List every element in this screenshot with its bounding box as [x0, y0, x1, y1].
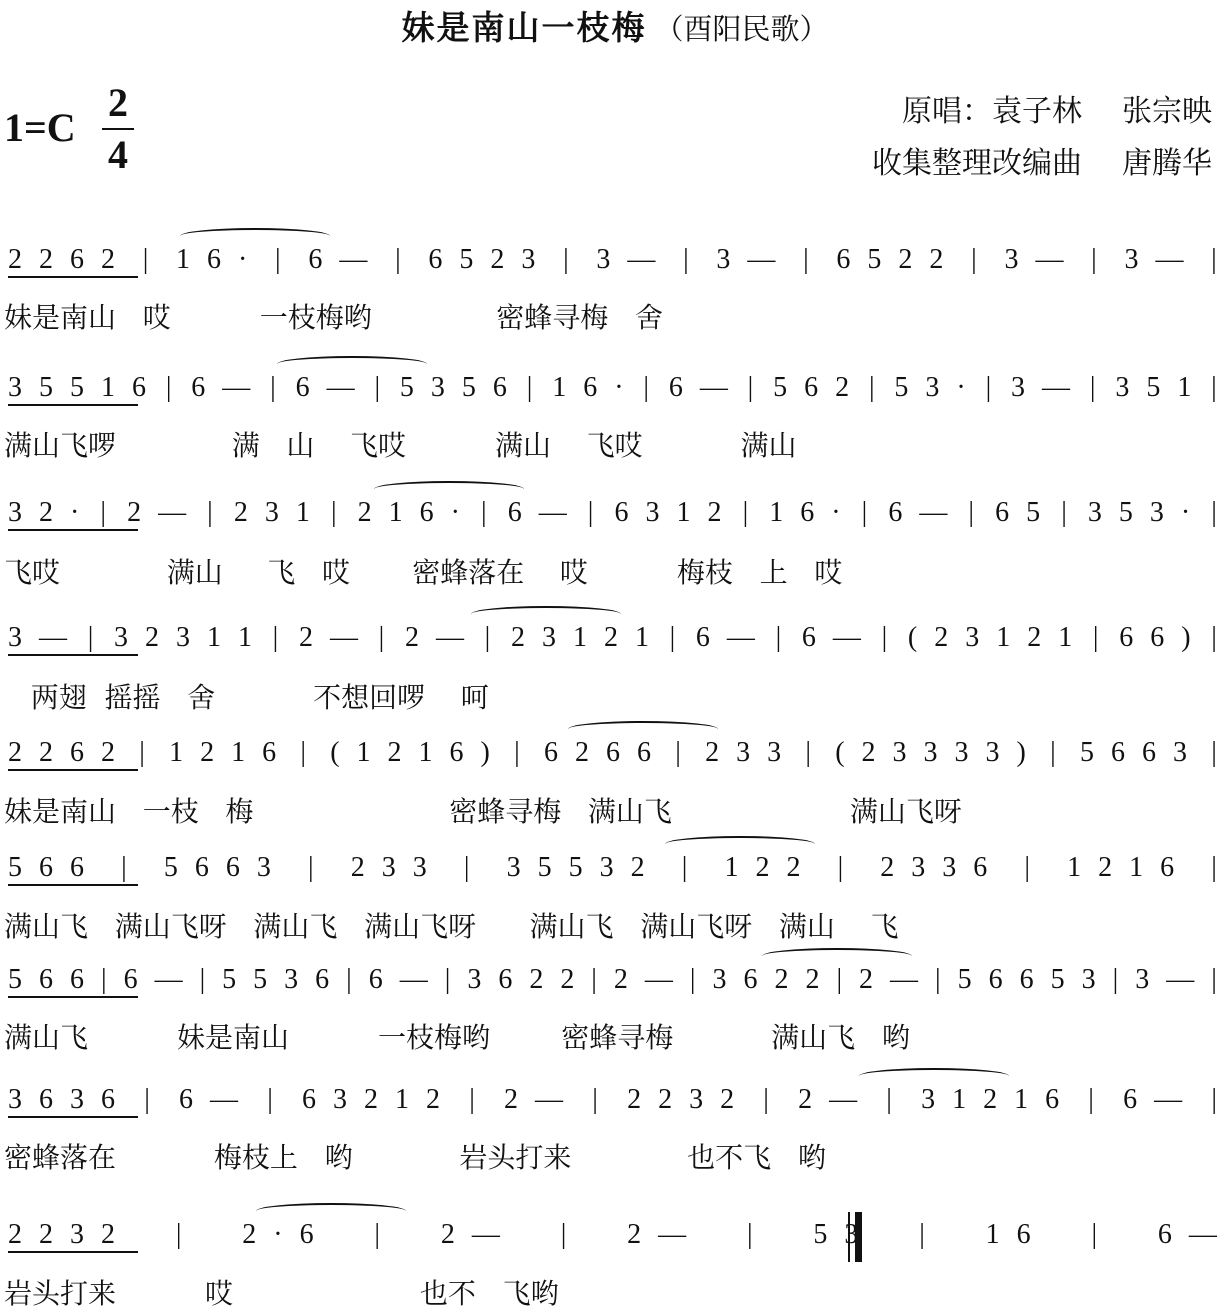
measure: 3 2 3 1 1 [113, 622, 257, 653]
measure: 1 6 [985, 1219, 1036, 1250]
barline: | [836, 964, 848, 995]
measure: 6 3 1 2 [614, 497, 727, 528]
barline: | [267, 1084, 278, 1115]
measure: 3 5 1 [1115, 372, 1197, 403]
barline: | [935, 964, 946, 995]
measure: 6 — [179, 1084, 244, 1115]
measure: 5 6 6 [8, 852, 89, 883]
notation-line [8, 1215, 1222, 1255]
measure: 6 — [123, 964, 188, 995]
barline: | [1211, 737, 1222, 768]
barline: | [346, 964, 357, 995]
barline: | [775, 622, 787, 653]
measure: 2 3 3 [350, 852, 432, 883]
measure: 6 — [507, 497, 572, 528]
measure: 2 3 3 6 [880, 852, 993, 883]
barline: | [307, 852, 319, 883]
barline: | [1211, 372, 1222, 403]
duration-underline [8, 529, 138, 531]
notation-line [8, 618, 1222, 658]
slur [665, 836, 815, 852]
barline: | [1211, 1084, 1222, 1115]
measure: 6 — [801, 622, 866, 653]
lyric-line: 密蜂落在 梅枝上 哟 岩头打来 也不飞 哟 [4, 1141, 826, 1174]
measure: 2 2 3 2 [8, 1219, 120, 1250]
measure: 5 6 2 [773, 372, 855, 403]
barline: | [560, 1219, 572, 1250]
barline: | [484, 622, 496, 653]
barline: | [1211, 852, 1222, 883]
song-subtitle: （酉阳民歌） [654, 12, 829, 46]
lyric-line: 满山飞 满山飞呀 满山飞 满山飞呀 满山飞 满山飞呀 满山 飞 [4, 910, 899, 943]
measure: 6 — [1157, 1219, 1222, 1250]
barline: | [868, 372, 880, 403]
barline: | [378, 622, 390, 653]
notation-line [8, 848, 1222, 888]
barline: | [514, 737, 525, 768]
barline: | [1091, 244, 1102, 275]
arranger-name: 唐腾华 [1122, 146, 1212, 181]
barline: | [886, 1084, 897, 1115]
barline: | [803, 244, 814, 275]
measure: 6 — [1123, 1084, 1188, 1115]
measure: 3 6 2 2 [467, 964, 580, 995]
barline: | [444, 964, 456, 995]
measure: 2 3 3 [705, 737, 787, 768]
barline: | [165, 372, 177, 403]
barline: | [275, 244, 286, 275]
duration-underline [8, 769, 138, 771]
measure: 2 · 6 [242, 1219, 319, 1250]
barline: | [587, 497, 599, 528]
barline: | [395, 244, 406, 275]
barline: | [683, 244, 694, 275]
arranger-label: 收集整理改编曲 [872, 146, 1082, 181]
measure: 3 — [1124, 244, 1189, 275]
measure: 5 6 6 [8, 964, 89, 995]
barline: | [1211, 622, 1222, 653]
slur [180, 228, 330, 244]
barline: | [985, 372, 997, 403]
notation-line [8, 960, 1222, 1000]
barline: | [681, 852, 693, 883]
measure: 3 5 5 1 6 [8, 372, 151, 403]
barline: | [374, 372, 386, 403]
barline: | [139, 737, 150, 768]
measure: 5 5 3 6 [222, 964, 335, 995]
barline: | [1211, 497, 1222, 528]
measure: 3 — [596, 244, 661, 275]
measure: 1 2 1 6 [169, 737, 282, 768]
measure: 3 5 3 · [1087, 497, 1196, 528]
measure: 6 5 [995, 497, 1046, 528]
measure: 5 6 6 3 [163, 852, 276, 883]
barline: | [272, 622, 284, 653]
barline: | [526, 372, 538, 403]
measure: 5 3 [813, 1219, 864, 1250]
measure: 2 1 6 · [357, 497, 465, 528]
barline: | [837, 852, 849, 883]
barline: | [300, 737, 311, 768]
barline: | [100, 964, 112, 995]
lyric-line: 两翅 摇摇 舍 不想回啰 呵 [4, 681, 489, 714]
barline: | [463, 852, 475, 883]
barline: | [142, 244, 154, 275]
measure: 6 — [308, 244, 373, 275]
notation-line [8, 368, 1222, 408]
barline: | [746, 1219, 758, 1250]
barline: | [919, 1219, 930, 1250]
lyric-line: 岩头打来 哎 也不 飞哟 [4, 1277, 559, 1310]
measure: 2 2 6 2 [8, 244, 120, 275]
measure: 3 1 2 1 6 [921, 1084, 1065, 1115]
barline: | [881, 622, 893, 653]
time-numerator: 2 [108, 80, 128, 125]
measure: 3 — [716, 244, 781, 275]
barline: | [592, 1084, 603, 1115]
measure: 1 6 · [552, 372, 629, 403]
measure: 6 — [668, 372, 733, 403]
measure: 3 — [1011, 372, 1076, 403]
measure: 6 — [695, 622, 760, 653]
duration-underline [8, 996, 138, 998]
barline: | [175, 1219, 187, 1250]
notation-line [8, 1080, 1222, 1120]
notation-line [8, 733, 1222, 773]
barline: | [747, 372, 759, 403]
lyric-line: 妹是南山 哎 一枝梅哟 密蜂寻梅 舍 [4, 301, 664, 334]
barline: | [270, 372, 281, 403]
duration-underline [8, 1116, 138, 1118]
measure: 2 — [859, 964, 924, 995]
measure: 2 — [127, 497, 192, 528]
slur [277, 356, 427, 372]
measure: 2 — [798, 1084, 863, 1115]
barline: | [1211, 244, 1222, 275]
final-barline [848, 1212, 862, 1262]
barline: | [100, 497, 112, 528]
barline: | [469, 1084, 480, 1115]
measure: 2 — [404, 622, 469, 653]
measure: 6 5 2 3 [428, 244, 541, 275]
barline: | [591, 964, 602, 995]
notation-line [8, 240, 1222, 280]
duration-underline [8, 1251, 138, 1253]
measure: 6 2 6 6 [543, 737, 656, 768]
barline: | [144, 1084, 155, 1115]
lyric-line: 飞哎 满山 飞 哎 密蜂落在 哎 梅枝 上 哎 [4, 556, 843, 589]
barline: | [805, 737, 816, 768]
barline: | [643, 372, 654, 403]
barline: | [199, 964, 211, 995]
barline: | [1050, 737, 1061, 768]
barline: | [742, 497, 754, 528]
measure: 6 — [888, 497, 953, 528]
measure: 5 3 5 6 [399, 372, 512, 403]
slur [471, 606, 621, 622]
slur [859, 1068, 1009, 1084]
key-label: 1=C [4, 105, 76, 150]
barline: | [330, 497, 342, 528]
slur [568, 721, 718, 737]
measure: 1 6 · [769, 497, 846, 528]
barline: | [968, 497, 980, 528]
barline: | [669, 622, 681, 653]
barline: | [1211, 964, 1222, 995]
measure: 5 6 6 3 [1079, 737, 1192, 768]
barline: | [563, 244, 574, 275]
singers-label: 原唱：袁子林 [902, 94, 1082, 129]
barline: | [1091, 1219, 1103, 1250]
barline: | [1092, 622, 1104, 653]
measure: 2 3 1 [233, 497, 315, 528]
measure: 6 6 ) [1119, 622, 1196, 653]
barline: | [763, 1084, 774, 1115]
barline: | [1024, 852, 1036, 883]
notation-line [8, 493, 1222, 533]
slur [374, 481, 524, 497]
measure: 3 — [1004, 244, 1069, 275]
measure: 6 5 2 2 [836, 244, 949, 275]
measure: 1 6 · [176, 244, 253, 275]
duration-underline [8, 404, 138, 406]
measure: 2 2 6 2 [8, 737, 120, 768]
measure: 2 — [627, 1219, 692, 1250]
measure: 6 — [191, 372, 256, 403]
measure: 3 6 2 2 [712, 964, 825, 995]
measure: 6 — [368, 964, 433, 995]
barline: | [1112, 964, 1124, 995]
measure: ( 2 3 1 2 1 [907, 622, 1078, 653]
singers-second: 张宗映 [1122, 94, 1212, 129]
barline: | [861, 497, 873, 528]
lyric-line: 满山飞啰 满 山 飞哎 满山 飞哎 满山 [4, 429, 797, 462]
time-denominator: 4 [108, 132, 128, 177]
measure: 2 2 3 2 [627, 1084, 740, 1115]
measure: 2 — [440, 1219, 505, 1250]
measure: 3 — [8, 622, 72, 653]
measure: 3 — [1135, 964, 1200, 995]
measure: 3 2 · [8, 497, 85, 528]
measure: 6 — [295, 372, 360, 403]
measure: 2 — [613, 964, 678, 995]
measure: 2 — [298, 622, 363, 653]
measure: 1 2 2 [724, 852, 806, 883]
barline: | [1061, 497, 1072, 528]
barline: | [689, 964, 701, 995]
lyric-line: 妹是南山 一枝 梅 密蜂寻梅 满山飞 满山飞呀 [4, 795, 962, 828]
lyric-line: 满山飞 妹是南山 一枝梅哟 密蜂寻梅 满山飞 哟 [4, 1021, 910, 1054]
barline: | [481, 497, 492, 528]
measure: ( 2 3 3 3 3 ) [835, 737, 1031, 768]
duration-underline [8, 884, 138, 886]
measure: 5 6 6 5 3 [957, 964, 1101, 995]
measure: 6 3 2 1 2 [302, 1084, 446, 1115]
barline: | [374, 1219, 386, 1250]
measure: 2 — [504, 1084, 569, 1115]
slur [762, 948, 912, 964]
duration-underline [8, 654, 138, 656]
measure: ( 1 2 1 6 ) [330, 737, 495, 768]
barline: | [207, 497, 218, 528]
barline: | [87, 622, 99, 653]
measure: 2 3 1 2 1 [510, 622, 654, 653]
barline: | [675, 737, 686, 768]
barline: | [1088, 1084, 1099, 1115]
barline: | [1089, 372, 1101, 403]
barline: | [971, 244, 982, 275]
measure: 3 6 3 6 [8, 1084, 120, 1115]
slur [256, 1203, 406, 1219]
measure: 3 5 5 3 2 [506, 852, 650, 883]
barline: | [121, 852, 132, 883]
duration-underline [8, 276, 138, 278]
song-title: 妹是南山一枝梅 [401, 8, 647, 47]
measure: 5 3 · [894, 372, 971, 403]
measure: 1 2 1 6 [1067, 852, 1180, 883]
